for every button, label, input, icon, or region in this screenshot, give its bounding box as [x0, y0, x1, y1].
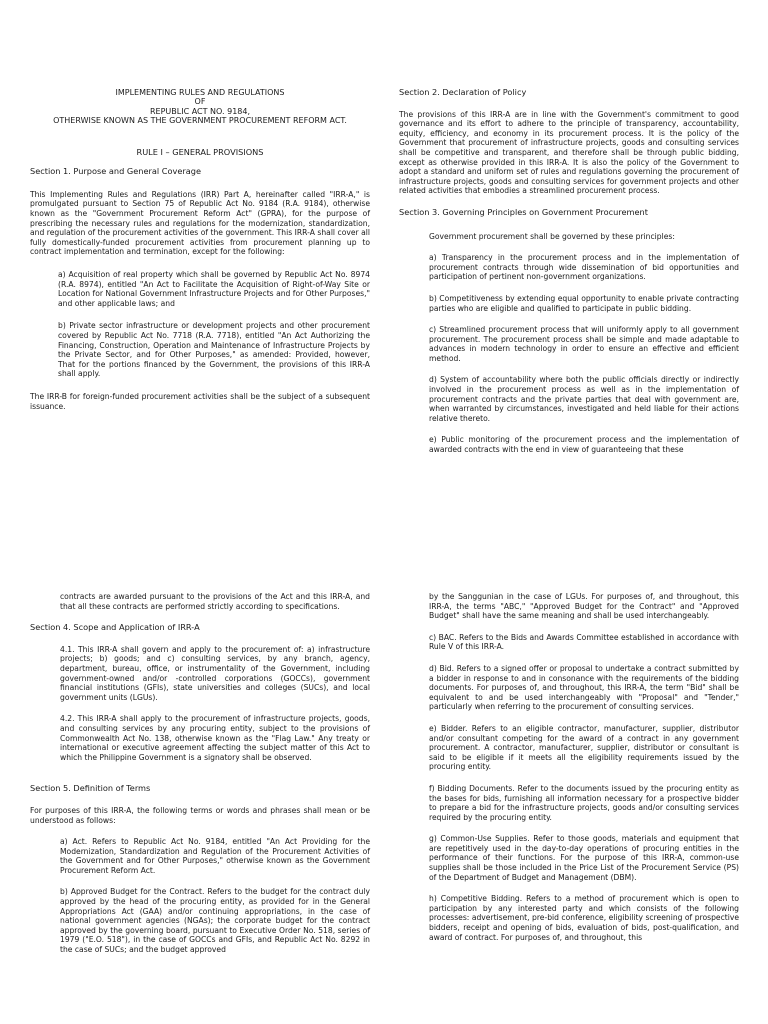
principle-e-continuation: contracts are awarded pursuant to the provisions of the Act and this IRR-A, and that all these contracts are performed strictly according to specifications.: [60, 592, 370, 611]
definition-act: a) Act. Refers to Republic Act No. 9184, entitled "An Act Providing for the Modernization, Standardization and Regulation of the Procurement Activities of the Government and for Other Purposes," otherwise known as the Government Procurement Reform Act.: [60, 837, 370, 875]
section-1-intro: This Implementing Rules and Regulations (IRR) Part A, hereinafter called "IRR-A," is promulgated pursuant to Section 75 of Republic Act No. 9184 (R.A. 9184), otherwise known as the "Government Procurement Reform Act" (GPRA), for the purpose of prescribing the necessary rules and regulations for the modernization, standardization, and regulation of the procurement activities of the government. This IRR-A shall cover all fully domestically-funded procurement activities from procurement planning up to contract implementation and termination, except for the following:: [30, 189, 370, 257]
approved-budget-continuation: by the Sanggunian in the case of LGUs. For purposes of, and throughout, this IRR-A, the terms "ABC," "Approved Budget for the Contract" and "Approved Budget" shall have the same meaning and shall be used interchangeably.: [429, 592, 739, 621]
title-line: REPUBLIC ACT NO. 9184,: [149, 106, 251, 116]
section-3-intro: Government procurement shall be governed by these principles:: [429, 231, 675, 241]
section-2-text: The provisions of this IRR-A are in line with the Government's commitment to good governance and its effort to adhere to the principle of transparency, accountability, equity, efficiency, and economy in its procurement process. It is the policy of the Government that procurement of infrastructure projects, goods and consulting services shall be competitive and transparent, and therefore shall be through public bidding, except as otherwise provided in this IRR-A. It is also the policy of the Government to adopt a standard and uniform set of rules and regulations governing the procurement of infrastructure projects, goods and consulting services for government projects and other related activities that embodies a streamlined procurement process.: [399, 109, 739, 196]
page-2-left-column: [30, 592, 370, 962]
section-3-heading: Section 3. Governing Principles on Government Procurement: [399, 206, 648, 217]
section-1-item-b: b) Private sector infrastructure or development projects and other procurement covered by Republic Act No. 7718 (R.A. 7718), entitled "An Act Authorizing the Financing, Construction, Operation and Maintenance of Infrastructure Projects by the Private Sector, and for Other Purposes," as amended: Provided, however, That for the portions financed by the Government, the provisions of this IRR-A shall apply.: [58, 321, 370, 379]
principle-e: e) Public monitoring of the procurement process and the implementation of awarded contracts with the end in view of guaranteeing that these: [429, 435, 739, 455]
page-1: [0, 0, 768, 510]
section-2-heading: Section 2. Declaration of Policy: [399, 87, 527, 97]
section-5-heading: Section 5. Definition of Terms: [30, 783, 151, 794]
page-2-right-column: [399, 592, 739, 949]
section-5-intro: For purposes of this IRR-A, the following terms or words and phrases shall mean or be understood as follows:: [30, 805, 370, 825]
section-1-item-a: a) Acquisition of real property which shall be governed by Republic Act No. 8974 (R.A. 8974), entitled "An Act to Facilitate the Acquisition of Right-of-Way Site or Location for National Government Infrastructure Projects and for Other Purposes," and other applicable laws; and: [58, 269, 370, 308]
definition-bidding-documents: f) Bidding Documents. Refer to the documents issued by the procuring entity as the bases for bids, furnishing all information necessary for a prospective bidder to prepare a bid for the infrastructure projects, goods and/or consulting services required by the procuring entity.: [429, 783, 739, 822]
section-4-2: 4.2. This IRR-A shall apply to the procurement of infrastructure projects, goods, and consulting services by any procuring entity, subject to the provisions of Commonwealth Act No. 138, otherwise known as the "Flag Law." Any treaty or international or executive agreement affecting the subject matter of this Act to which the Philippine Government is a signatory shall be observed.: [60, 714, 370, 762]
section-1-heading: Section 1. Purpose and General Coverage: [30, 166, 201, 177]
page-2: [0, 510, 768, 1024]
title-line: IMPLEMENTING RULES AND REGULATIONS: [115, 88, 285, 97]
definition-approved-budget: b) Approved Budget for the Contract. Refers to the budget for the contract duly approved by the head of the procuring entity, as provided for in the General Appropriations Act (GAA) and/or continuing appropriations, in the case of national government agencies (NGAs); the corporate budget for the contract approved by the governing board, pursuant to Executive Order No. 518, series of 1979 ("E.O. 518"), in the case of GOCCs and GFIs, and Republic Act No. 8292 in the case of SUCs; and the budget approved: [60, 887, 370, 955]
principle-a: a) Transparency in the procurement process and in the implementation of procurement contracts through wide dissemination of bid opportunities and participation of pertinent non-government organizations.: [429, 253, 739, 282]
irr-b-note: The IRR-B for foreign-funded procurement activities shall be the subject of a subsequent issuance.: [30, 391, 370, 411]
definition-common-use-supplies: g) Common-Use Supplies. Refer to those goods, materials and equipment that are repetitively used in the day-to-day operations of procuring entities in the performance of their functions. For the purpose of this IRR-A, common-use supplies shall be those included in the Price List of the Procurement Service (PS) of the Department of Budget and Management (DBM).: [429, 834, 739, 882]
definition-competitive-bidding: h) Competitive Bidding. Refers to a method of procurement which is open to participation by any interested party and which consists of the following processes: advertisement, pre-bid conference, eligibility screening of prospective bidders, receipt and opening of bids, evaluation of bids, post-qualification, and award of contract. For purposes of, and throughout, this: [429, 894, 739, 942]
definition-bac: c) BAC. Refers to the Bids and Awards Committee established in accordance with Rule V of this IRR-A.: [429, 632, 739, 652]
title-line: OF: [194, 97, 206, 107]
principle-c: c) Streamlined procurement process that will uniformly apply to all government procurement. The procurement process shall be simple and made adaptable to advances in modern technology in order to ensure an effective and efficient method.: [429, 325, 739, 363]
principle-b: b) Competitiveness by extending equal opportunity to enable private contracting parties who are eligible and qualified to participate in public bidding.: [429, 293, 739, 313]
rule-heading: RULE I – GENERAL PROVISIONS: [136, 146, 264, 157]
document-title: [30, 88, 370, 126]
definition-bidder: e) Bidder. Refers to an eligible contractor, manufacturer, supplier, distributor and/or consultant competing for the award of a contract in any government procurement. A contractor, manufacturer, supplier, distributor or consultant is said to be eligible if it meets all the eligibility requirements issued by the procuring entity.: [429, 723, 739, 772]
section-4-1: 4.1. This IRR-A shall govern and apply to the procurement of: a) infrastructure projects; b) goods; and c) consulting services, by any branch, agency, department, bureau, office, or instrumentality of the Government, including government-owned and/or -controlled corporations (GOCCs), government financial institutions (GFIs), state universities and colleges (SUCs), and local government units (LGUs).: [60, 644, 370, 702]
title-line: OTHERWISE KNOWN AS THE GOVERNMENT PROCUREMENT REFORM ACT.: [53, 116, 347, 126]
definition-bid: d) Bid. Refers to a signed offer or proposal to undertake a contract submitted by a bidder in response to and in consonance with the requirements of the bidding documents. For purposes of, and throughout, this IRR-A, the term "Bid" shall be equivalent to and be used interchangeably with "Proposal" and "Tender," particularly when referring to the procurement of consulting services.: [429, 663, 739, 712]
page-1-right-column: [399, 88, 739, 462]
principle-d: d) System of accountability where both the public officials directly or indirectly involved in the procurement process as well as in the implementation of procurement contracts and the private parties that deal with government are, when warranted by circumstances, investigated and held liable for their actions relative thereto.: [429, 375, 739, 423]
section-4-heading: Section 4. Scope and Application of IRR-A: [30, 622, 200, 633]
page-1-left-column: [30, 88, 370, 418]
